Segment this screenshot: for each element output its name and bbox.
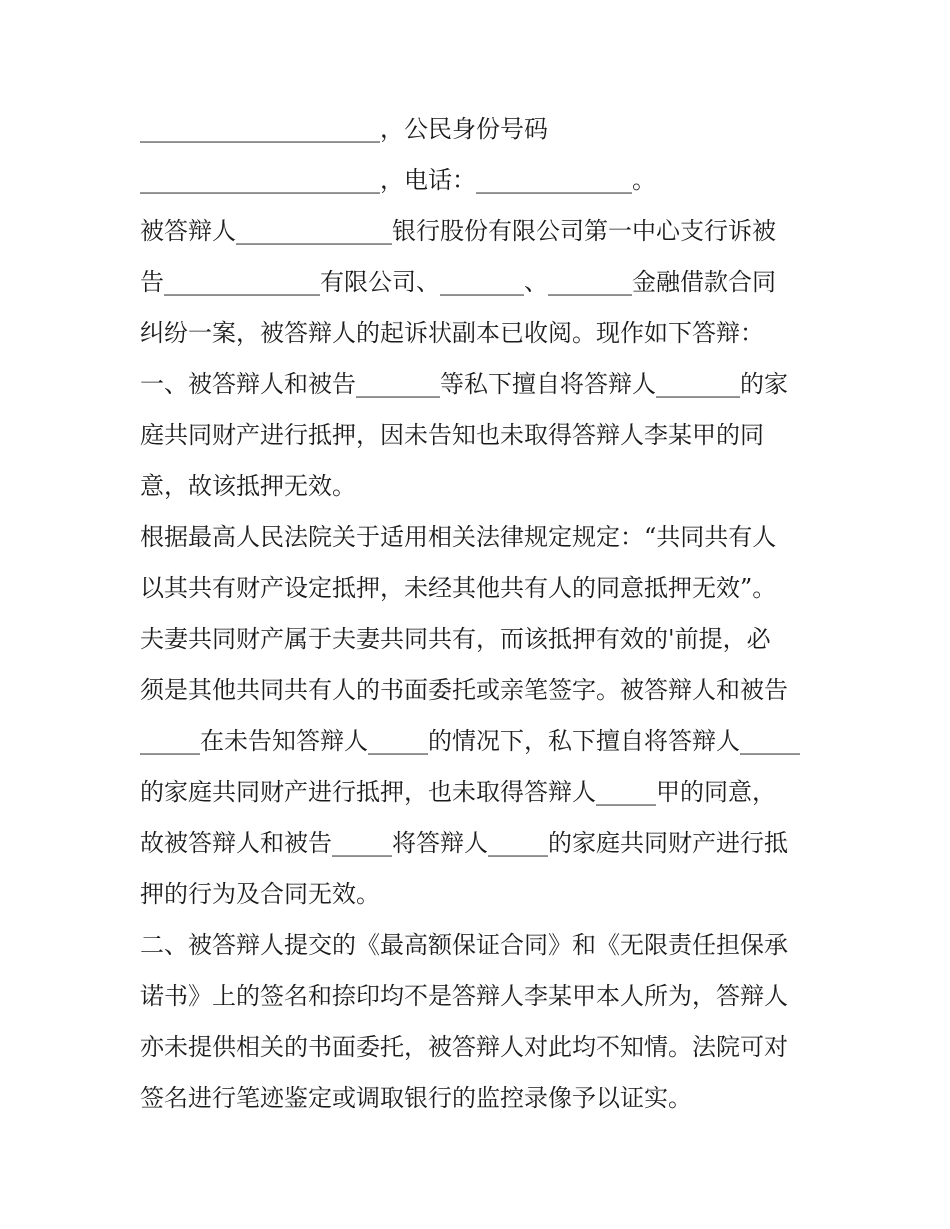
text-line: 故被答辩人和被告_____将答辩人_____的家庭共同财产进行抵 xyxy=(140,829,788,857)
text-line: ____________________，电话：_____________。 xyxy=(140,166,656,194)
text-line: 意，故该抵押无效。 xyxy=(140,472,356,500)
text-line: _____在未告知答辩人_____的情况下，私下擅自将答辩人_____ xyxy=(140,727,800,755)
text-line: 纠纷一案，被答辩人的起诉状副本已收阅。现作如下答辩： xyxy=(140,319,764,347)
text-line: 签名进行笔迹鉴定或调取银行的监控录像予以证实。 xyxy=(140,1084,692,1112)
text-line: 二、被答辩人提交的《最高额保证合同》和《无限责任担保承 xyxy=(140,931,788,959)
text-line: 亦未提供相关的书面委托，被答辩人对此均不知情。法院可对 xyxy=(140,1033,788,1061)
text-line: 须是其他共同共有人的书面委托或亲笔签字。被答辩人和被告 xyxy=(140,676,788,704)
document-body xyxy=(140,104,830,1124)
text-line: 诺书》上的签名和捺印均不是答辩人李某甲本人所为，答辩人 xyxy=(140,982,788,1010)
text-line: 被答辩人_____________银行股份有限公司第一中心支行诉被 xyxy=(140,217,776,245)
text-line: 押的行为及合同无效。 xyxy=(140,880,380,908)
text-line: 夫妻共同财产属于夫妻共同共有，而该抵押有效的'前提，必 xyxy=(140,625,771,653)
text-line: ____________________，公民身份号码 xyxy=(140,115,548,143)
text-line: 的家庭共同财产进行抵押，也未取得答辩人_____甲的同意， xyxy=(140,778,776,806)
text-line: 庭共同财产进行抵押，因未告知也未取得答辩人李某甲的同 xyxy=(140,421,764,449)
text-line: 告_____________有限公司、_______、_______金融借款合同 xyxy=(140,268,776,296)
text-line: 根据最高人民法院关于适用相关法律规定规定：“共同共有人 xyxy=(140,523,777,551)
text-line: 一、被答辩人和被告_______等私下擅自将答辩人_______的家 xyxy=(140,370,788,398)
text-line: 以其共有财产设定抵押，未经其他共有人的同意抵押无效”。 xyxy=(140,574,777,602)
